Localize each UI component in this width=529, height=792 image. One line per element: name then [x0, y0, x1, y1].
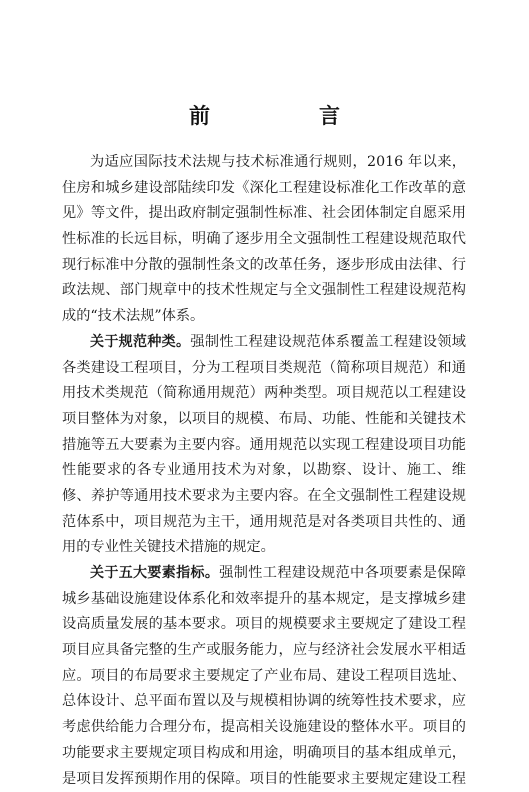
text-line: 是项目发挥预期作用的保障。项目的性能要求主要规定建设工程 — [62, 767, 466, 792]
text-line: 城乡基础设施建设体系化和效率提升的基本规定，是支撑城乡建 — [62, 587, 466, 613]
text-line: 现行标准中分散的强制性条文的改革任务，逐步形成由法律、行 — [62, 253, 466, 279]
paragraph-intro — [62, 150, 466, 330]
text-line: 各类建设工程项目，分为工程项目类规范（简称项目规范）和通 — [62, 356, 466, 382]
text-line: 用的专业性关键技术措施的规定。 — [62, 535, 466, 561]
text-line: 考虑供给能力合理分布，提高相关设施建设的整体水平。项目的 — [62, 715, 466, 741]
document-body — [62, 150, 466, 792]
text-line: 设高质量发展的基本要求。项目的规模要求主要规定了建设工程 — [62, 612, 466, 638]
page-title: 前 言 — [0, 100, 529, 130]
text-span: 强制性工程建设规范体系覆盖工程建设领域 — [190, 334, 466, 350]
text-line: 见》等文件，提出政府制定强制性标准、社会团体制定自愿采用 — [62, 201, 466, 227]
text-line: 为适应国际技术法规与技术标准通行规则，2016 年以来， — [62, 150, 466, 176]
text-line: 成的“技术法规”体系。 — [62, 304, 466, 330]
text-line: 修、养护等通用技术要求为主要内容。在全文强制性工程建设规 — [62, 484, 466, 510]
text-line: 措施等五大要素为主要内容。通用规范以实现工程建设项目功能 — [62, 433, 466, 459]
text-line: 范体系中，项目规范为主干，通用规范是对各类项目共性的、通 — [62, 510, 466, 536]
paragraph-lead: 关于五大要素指标。 — [90, 565, 219, 581]
text-line: 应。项目的布局要求主要规定了产业布局、建设工程项目选址、 — [62, 664, 466, 690]
text-line: 性标准的长远目标，明确了逐步用全文强制性工程建设规范取代 — [62, 227, 466, 253]
paragraph-five-elements — [62, 561, 466, 792]
paragraph-lead: 关于规范种类。 — [90, 334, 190, 350]
text-line: 项目整体为对象，以项目的规模、布局、功能、性能和关键技术 — [62, 407, 466, 433]
text-line: 功能要求主要规定项目构成和用途，明确项目的基本组成单元， — [62, 741, 466, 767]
text-line: 项目应具备完整的生产或服务能力，应与经济社会发展水平相适 — [62, 638, 466, 664]
paragraph-specification-types — [62, 330, 466, 561]
text-line: 住房和城乡建设部陆续印发《深化工程建设标准化工作改革的意 — [62, 176, 466, 202]
text-line: 总体设计、总平面布置以及与规模相协调的统筹性技术要求，应 — [62, 689, 466, 715]
text-line — [62, 561, 466, 587]
text-line: 政法规、部门规章中的技术性规定与全文强制性工程建设规范构 — [62, 278, 466, 304]
text-line — [62, 330, 466, 356]
text-line: 用技术类规范（简称通用规范）两种类型。项目规范以工程建设 — [62, 381, 466, 407]
text-line: 性能要求的各专业通用技术为对象，以勘察、设计、施工、维 — [62, 458, 466, 484]
text-span: 强制性工程建设规范中各项要素是保障 — [219, 565, 466, 581]
